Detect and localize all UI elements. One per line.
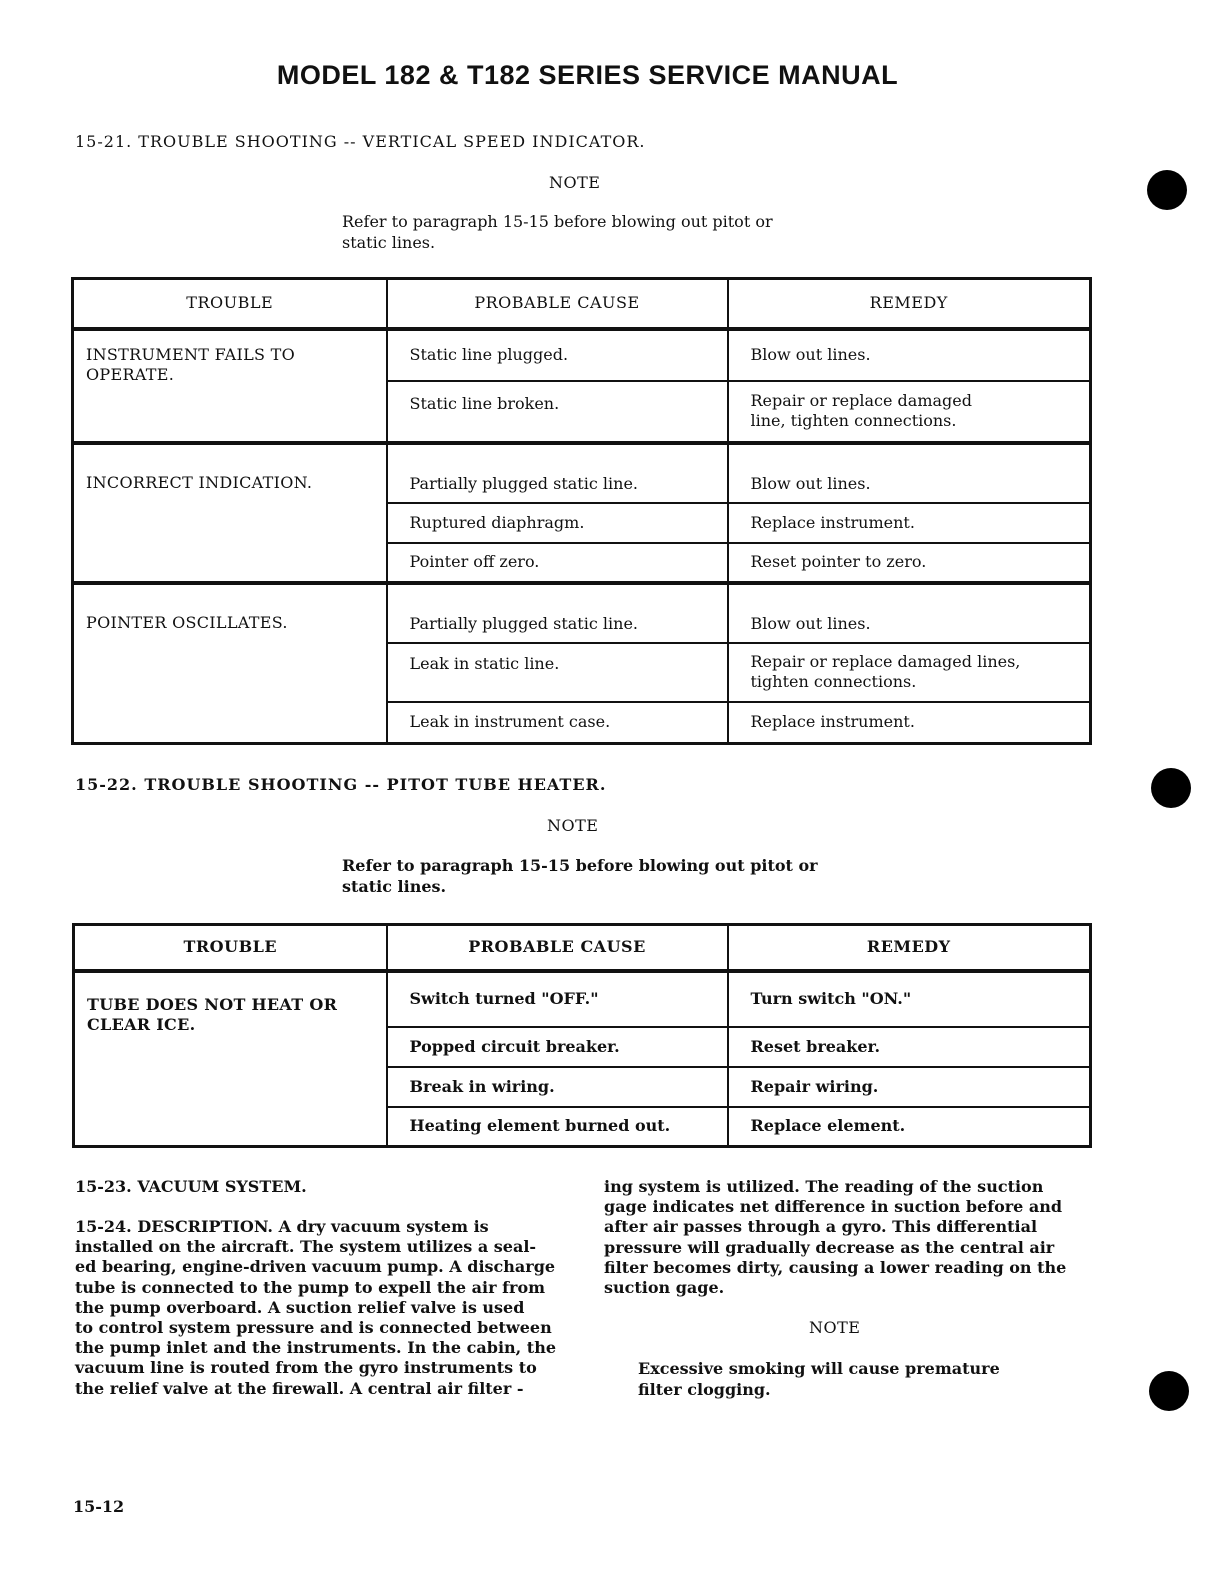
remedy-cell: Blow out lines. — [728, 329, 1091, 381]
note-line: static lines. — [342, 877, 447, 896]
paragraph-line: installed on the aircraft. The system utilizes a seal- — [75, 1237, 537, 1257]
description-left-column — [75, 1217, 575, 1399]
section-heading-vacuum: 15-23. VACUUM SYSTEM. — [75, 1177, 307, 1196]
paragraph-line — [75, 1217, 575, 1237]
paragraph-line: the pump inlet and the instruments. In the cabin, the — [75, 1338, 557, 1358]
table-row — [74, 971, 1091, 1027]
remedy-text: tighten connections. — [750, 672, 917, 691]
col-header-cause: PROBABLE CAUSE — [387, 279, 728, 329]
section-heading-pitot: 15-22. TROUBLE SHOOTING -- PITOT TUBE HEATER. — [75, 775, 607, 794]
trouble-cell — [73, 583, 387, 744]
col-header-remedy: REMEDY — [728, 925, 1091, 971]
paragraph-line: suction gage. — [604, 1278, 725, 1298]
table-row — [73, 329, 1091, 381]
remedy-cell — [728, 381, 1091, 443]
note-line: Refer to paragraph 15-15 before blowing out pitot or — [342, 212, 773, 231]
col-header-trouble: TROUBLE — [74, 925, 387, 971]
table-row — [73, 443, 1091, 503]
remedy-cell: Reset pointer to zero. — [728, 543, 1091, 583]
page-number: 15-12 — [73, 1497, 125, 1516]
paragraph-line: the pump overboard. A suction relief valve is used — [75, 1297, 525, 1317]
trouble-text: TUBE DOES NOT HEAT OR — [87, 994, 338, 1014]
note-label-pitot: NOTE — [547, 816, 599, 835]
cause-cell: Partially plugged static line. — [387, 583, 728, 643]
remedy-cell: Reset breaker. — [728, 1027, 1091, 1067]
cause-cell: Static line broken. — [387, 381, 728, 443]
remedy-text: line, tighten connections. — [750, 411, 957, 430]
margin-bullet-icon — [1149, 1371, 1189, 1411]
note-line: Excessive smoking will cause premature — [638, 1359, 1000, 1378]
trouble-text: INSTRUMENT FAILS TO — [86, 344, 296, 364]
vsi-trouble-table — [71, 277, 1092, 745]
remedy-cell: Blow out lines. — [728, 583, 1091, 643]
table-header-row — [74, 925, 1091, 971]
note-label-vsi: NOTE — [549, 173, 601, 192]
remedy-cell: Replace instrument. — [728, 503, 1091, 543]
remedy-cell: Repair wiring. — [728, 1067, 1091, 1107]
cause-cell: Static line plugged. — [387, 329, 728, 381]
cause-cell: Ruptured diaphragm. — [387, 503, 728, 543]
note-line: filter clogging. — [638, 1380, 771, 1399]
trouble-cell — [73, 443, 387, 583]
note-text-vacuum — [638, 1358, 1000, 1400]
note-line: static lines. — [342, 233, 436, 252]
cause-cell: Heating element burned out. — [387, 1107, 728, 1147]
cause-cell: Break in wiring. — [387, 1067, 728, 1107]
paragraph-line: pressure will gradually decrease as the central air — [604, 1237, 1055, 1257]
col-header-remedy: REMEDY — [728, 279, 1091, 329]
note-label-vacuum: NOTE — [809, 1318, 861, 1337]
remedy-text: Repair or replace damaged — [750, 391, 972, 410]
note-text-vsi — [342, 211, 773, 253]
paragraph-line: gage indicates net difference in suction before and — [604, 1197, 1063, 1217]
remedy-text: Repair or replace damaged lines, — [750, 652, 1021, 671]
paragraph-line: to control system pressure and is connected between — [75, 1318, 552, 1338]
page-title: MODEL 182 & T182 SERIES SERVICE MANUAL — [276, 60, 899, 90]
trouble-cell — [73, 329, 387, 443]
remedy-cell — [728, 643, 1091, 702]
paragraph-line: ed bearing, engine-driven vacuum pump. A discharge — [75, 1257, 556, 1277]
cause-cell: Pointer off zero. — [387, 543, 728, 583]
remedy-cell: Turn switch "ON." — [728, 971, 1091, 1027]
paragraph-line: vacuum line is routed from the gyro instruments to — [75, 1358, 537, 1378]
table-header-row — [73, 279, 1091, 329]
remedy-cell: Blow out lines. — [728, 443, 1091, 503]
margin-bullet-icon — [1151, 768, 1191, 808]
remedy-cell: Replace element. — [728, 1107, 1091, 1147]
margin-bullet-icon — [1147, 170, 1187, 210]
cause-cell: Leak in instrument case. — [387, 702, 728, 744]
trouble-cell — [74, 971, 387, 1147]
col-header-trouble: TROUBLE — [73, 279, 387, 329]
paragraph-line: after air passes through a gyro. This differential — [604, 1217, 1038, 1237]
cause-cell: Partially plugged static line. — [387, 443, 728, 503]
trouble-text: POINTER OSCILLATES. — [86, 612, 288, 632]
pitot-trouble-table — [72, 923, 1092, 1148]
paragraph-text: A dry vacuum system is — [278, 1217, 489, 1236]
table-row — [73, 583, 1091, 643]
description-lead: 15-24. DESCRIPTION. — [75, 1217, 273, 1236]
trouble-text: CLEAR ICE. — [87, 1014, 196, 1034]
col-header-cause: PROBABLE CAUSE — [387, 925, 728, 971]
section-heading-vsi: 15-21. TROUBLE SHOOTING -- VERTICAL SPEED INDICATOR. — [75, 132, 646, 151]
paragraph-line: tube is connected to the pump to expell the air from — [75, 1277, 546, 1297]
paragraph-line: the relief valve at the firewall. A central air filter - — [75, 1378, 524, 1398]
paragraph-line: filter becomes dirty, causing a lower reading on the — [604, 1257, 1067, 1277]
paragraph-line: ing system is utilized. The reading of the suction — [604, 1177, 1044, 1196]
note-text-pitot — [342, 855, 818, 897]
note-line: Refer to paragraph 15-15 before blowing out pitot or — [342, 856, 818, 875]
trouble-text: OPERATE. — [86, 364, 175, 384]
cause-cell: Switch turned "OFF." — [387, 971, 728, 1027]
cause-cell: Leak in static line. — [387, 643, 728, 702]
trouble-text: INCORRECT INDICATION. — [86, 472, 313, 492]
remedy-cell: Replace instrument. — [728, 702, 1091, 744]
description-right-column — [604, 1177, 1094, 1298]
cause-cell: Popped circuit breaker. — [387, 1027, 728, 1067]
